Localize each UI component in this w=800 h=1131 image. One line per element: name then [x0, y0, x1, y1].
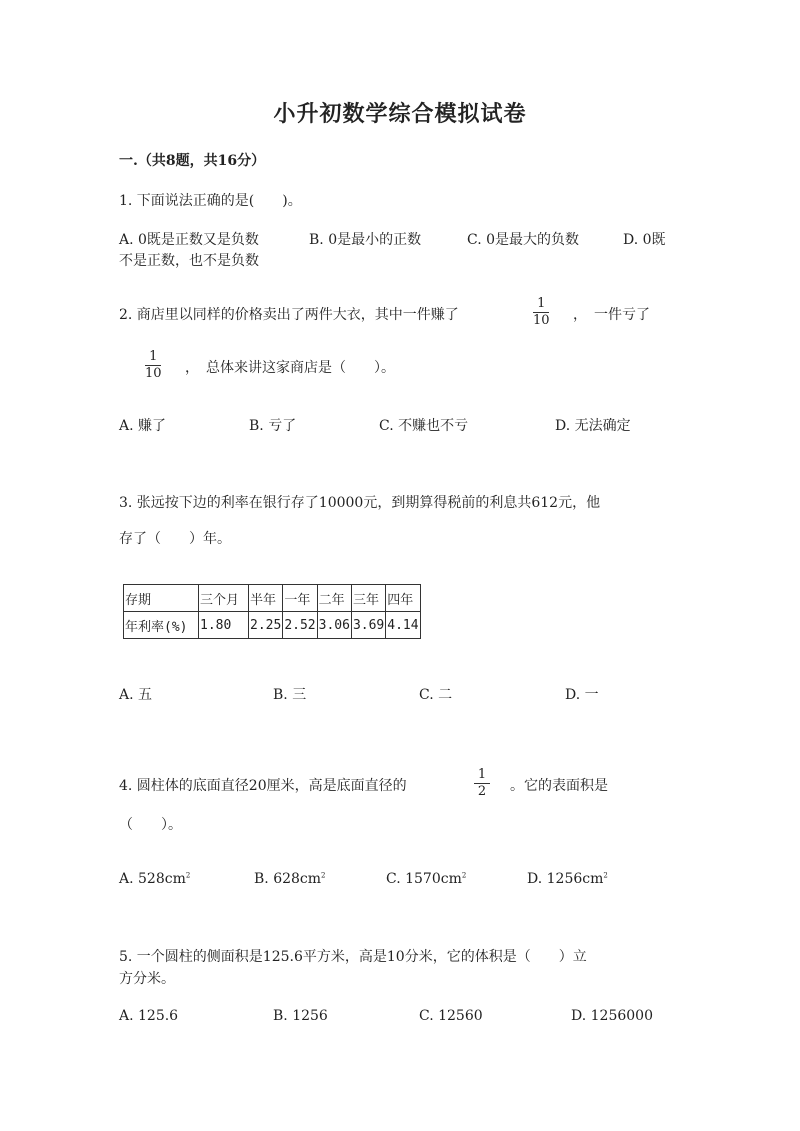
question-4-text-part2: 。它的表面积是 — [510, 778, 608, 794]
question-1-text: 1. 下面说法正确的是( )。 — [119, 193, 302, 209]
section-heading: 一.（共8题，共16分） — [119, 153, 266, 169]
table-row — [124, 612, 421, 639]
q2-fraction-1 — [533, 297, 550, 328]
table-cell: 三年 — [351, 585, 385, 612]
table-cell: 2.52 — [283, 612, 317, 639]
q3-option-b: B. 三 — [273, 687, 307, 703]
table-cell: 3.06 — [317, 612, 351, 639]
table-cell: 2.25 — [249, 612, 283, 639]
q4-fraction — [474, 768, 490, 799]
fraction-numerator: 1 — [537, 296, 546, 311]
q3-option-d: D. 一 — [565, 687, 599, 703]
q1-option-d-continued: 不是正数，也不是负数 — [119, 253, 259, 269]
table-cell: 存期 — [124, 585, 199, 612]
q5-option-d: D. 1256000 — [571, 1008, 653, 1024]
table-cell: 四年 — [386, 585, 420, 612]
q5-option-b: B. 1256 — [273, 1008, 328, 1024]
table-cell: 1.80 — [199, 612, 249, 639]
fraction-numerator: 1 — [477, 767, 487, 782]
q3-option-a: A. 五 — [119, 687, 153, 703]
question-2-text-part3: ， 总体来讲这家商店是（ ）。 — [185, 360, 395, 376]
option-text: D. 1256cm — [527, 871, 604, 887]
fraction-denominator: 10 — [533, 313, 550, 328]
superscript-2: 2 — [461, 871, 467, 880]
table-cell: 年利率(%) — [124, 612, 199, 639]
q1-option-b: B. 0是最小的正数 — [309, 232, 422, 248]
option-text: C. 1570cm — [386, 871, 462, 887]
q1-option-d: D. 0既 — [623, 232, 666, 248]
q4-option-b — [254, 871, 326, 887]
question-3-text-line2: 存了（ ）年。 — [119, 531, 231, 547]
table-cell: 三个月 — [199, 585, 249, 612]
question-5-text-line2: 方分米。 — [119, 971, 175, 987]
question-4-text-line2: （ ）。 — [119, 817, 182, 833]
q2-fraction-2 — [145, 350, 162, 381]
superscript-2: 2 — [603, 871, 608, 880]
question-4-text-part1: 4. 圆柱体的底面直径20厘米，高是底面直径的 — [119, 778, 407, 794]
q3-option-c: C. 二 — [419, 687, 453, 703]
q2-option-a: A. 赚了 — [119, 418, 167, 434]
superscript-2: 2 — [185, 871, 191, 880]
table-cell: 二年 — [317, 585, 351, 612]
option-text: B. 628cm — [254, 871, 322, 887]
table-cell: 4.14 — [386, 612, 420, 639]
q5-option-c: C. 12560 — [419, 1008, 483, 1024]
fraction-denominator: 2 — [477, 784, 487, 799]
q2-option-b: B. 亏了 — [249, 418, 297, 434]
q4-option-a — [119, 871, 190, 887]
page-title: 小升初数学综合模拟试卷 — [273, 101, 527, 127]
q1-option-a: A. 0既是正数又是负数 — [119, 232, 259, 248]
question-2-text-part2: ， 一件亏了 — [573, 307, 650, 323]
table-cell: 一年 — [283, 585, 317, 612]
question-2-text-part1: 2. 商店里以同样的价格卖出了两件大衣，其中一件赚了 — [119, 307, 459, 323]
q2-option-d: D. 无法确定 — [555, 418, 631, 434]
q4-option-c — [386, 871, 466, 887]
q5-option-a: A. 125.6 — [119, 1008, 179, 1024]
q1-option-c: C. 0是最大的负数 — [467, 232, 580, 248]
superscript-2: 2 — [321, 871, 326, 880]
option-text: A. 528cm — [119, 871, 186, 887]
q2-option-c: C. 不赚也不亏 — [379, 418, 469, 434]
question-3-text-line1: 3. 张远按下边的利率在银行存了10000元，到期算得税前的利息共612元，他 — [119, 495, 601, 511]
q4-option-d — [527, 871, 608, 887]
question-5-text-line1: 5. 一个圆柱的侧面积是125.6平方米，高是10分米，它的体积是（ ）立 — [119, 949, 587, 965]
interest-rate-table — [123, 584, 421, 639]
table-cell: 半年 — [249, 585, 283, 612]
fraction-denominator: 10 — [145, 366, 162, 381]
table-header-row — [124, 585, 421, 612]
table-cell: 3.69 — [351, 612, 385, 639]
fraction-numerator: 1 — [149, 349, 158, 364]
